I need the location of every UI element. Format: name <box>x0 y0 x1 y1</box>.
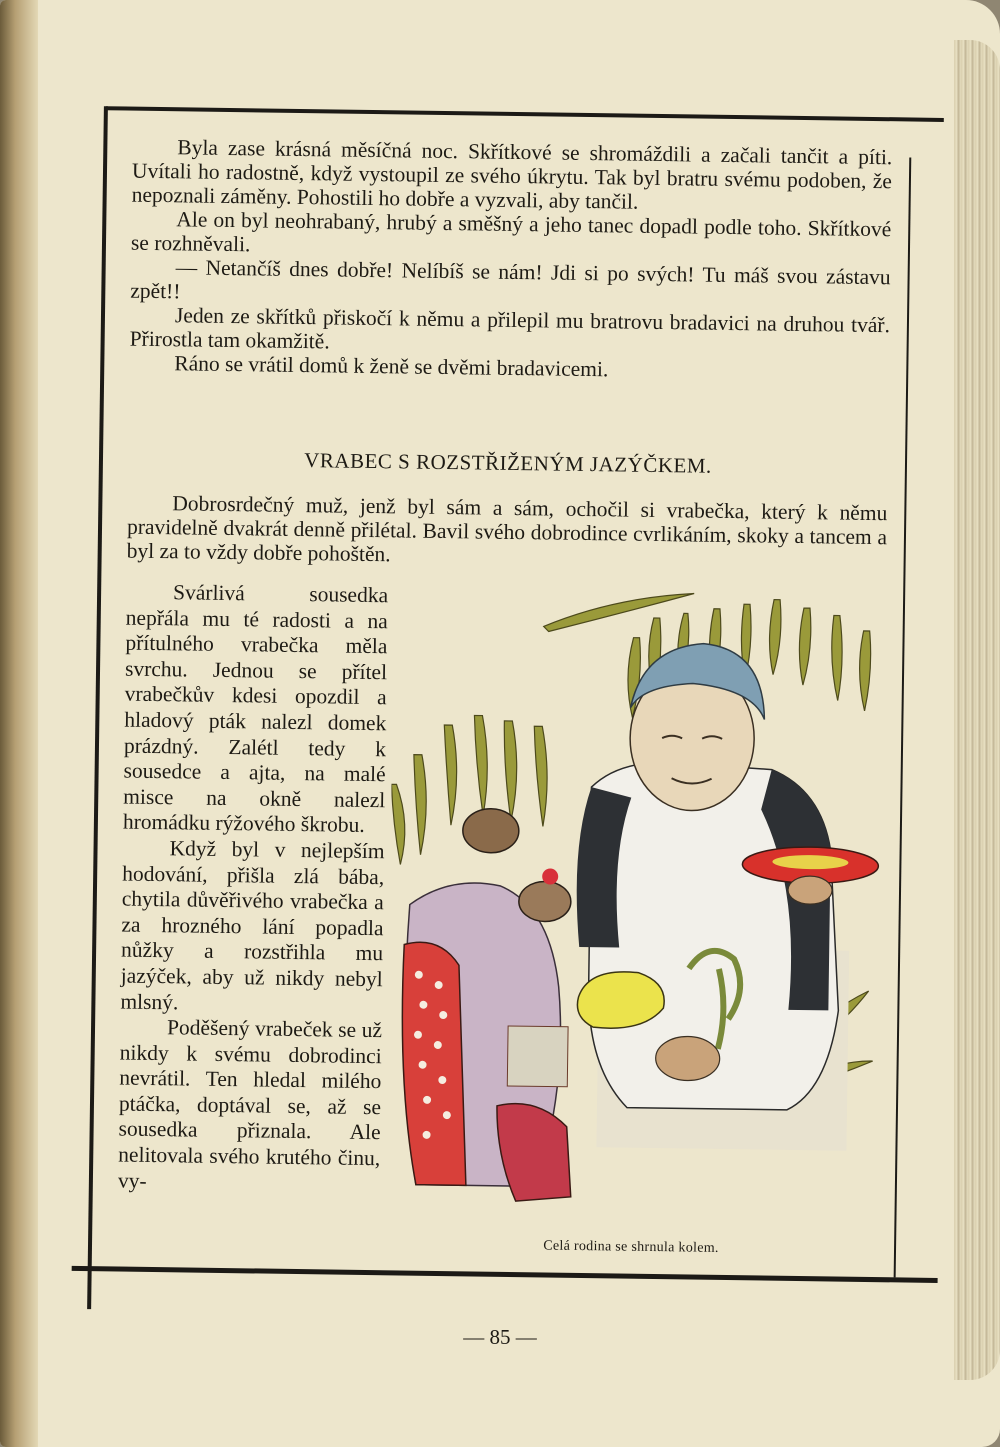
red-dotted-garment <box>400 942 469 1185</box>
story-ending <box>129 135 892 386</box>
page-content <box>71 100 952 1327</box>
red-sleeve <box>496 1103 572 1202</box>
paragraph: Ale on byl neohrabaný, hrubý a směšný a jeho tanec dopadl podle toho. Skřítkové se rozhněvali. <box>130 207 892 257</box>
story-title: VRABEC S ROZSTŘIŽENÝM JAZÝČKEM. <box>304 448 712 478</box>
frame-left-rule <box>87 106 108 1309</box>
story-column <box>118 580 389 1198</box>
paragraph: Poděšený vrabeček se už nikdy k svému dobrodinci nevrátil. Ten hledal milého ptáčka, doptával se, až se sousedka přiznala. Ale nelitovala svého krutého činu, vy- <box>117 1015 383 1193</box>
sparrow-icon <box>463 808 520 853</box>
paragraph: Ráno se vrátil domů k ženě se dvěmi bradavicemi. <box>174 351 609 382</box>
hand <box>655 1036 720 1081</box>
frame-right-rule <box>894 157 912 1277</box>
illustration-caption: Celá rodina se shrnula kolem. <box>543 1238 719 1256</box>
frame-top-rule <box>106 106 944 122</box>
frame-bottom-rule <box>72 1266 938 1283</box>
paragraph: — Netančíš dnes dobře! Nelíbíš se nám! Jdi si po svých! Tu máš svou zástavu zpět!! <box>130 255 891 304</box>
spine-shadow <box>0 0 38 1447</box>
paragraph: Byla zase krásná měsíčná noc. Skřítkové se shromáždili a začali tančit a píti. Uvítali ho radostně, když vystoupil ze svého úkrytu. Tak byl bratru svému podoben, že nepoznali záměny. Pohostili ho dobře a vyzvali, aby tančil. <box>131 135 893 214</box>
hand <box>788 876 832 905</box>
illustration-old-woman-and-sparrow <box>386 584 887 1216</box>
page-edges <box>954 40 1000 1380</box>
sparrow-icon <box>519 881 572 922</box>
paragraph: Svárlivá sousedka nepřála mu té radosti a na přítulného vrabečka měla svrchu. Jednou se přítel vrabečkův kdesi opozdil a hladový pták nalezl domek prázdný. Zalétl tedy k sousedce a ajta, na malé misce na okně nalezl hromádku rýžového škrobu. <box>122 580 389 838</box>
patterned-cloth <box>507 1026 568 1087</box>
paragraph: Když byl v nejlepším hodování, přišla zlá bába, chytila důvěřivého vrabečka a za hrozného lání popadla nůžky a rozstřihla mu jazýček, aby už nikdy nebyl mlsný. <box>120 836 385 1014</box>
paragraph: Dobrosrdečný muž, jenž byl sám a sám, ochočil si vrabečka, který k němu pravidelně dvakrát denně přilétal. Bavil svého dobrodince cvrlikáním, skoky a tancem a byl za to vždy dobře pohoštěn. <box>126 491 888 567</box>
paragraph: Jeden ze skřítků přiskočí k němu a přilepil mu bratrovu bradavici na druhou tvář. Přirostla tam okamžitě. <box>129 303 891 354</box>
page-number: — 85 — <box>463 1325 537 1349</box>
story-intro <box>127 491 888 574</box>
